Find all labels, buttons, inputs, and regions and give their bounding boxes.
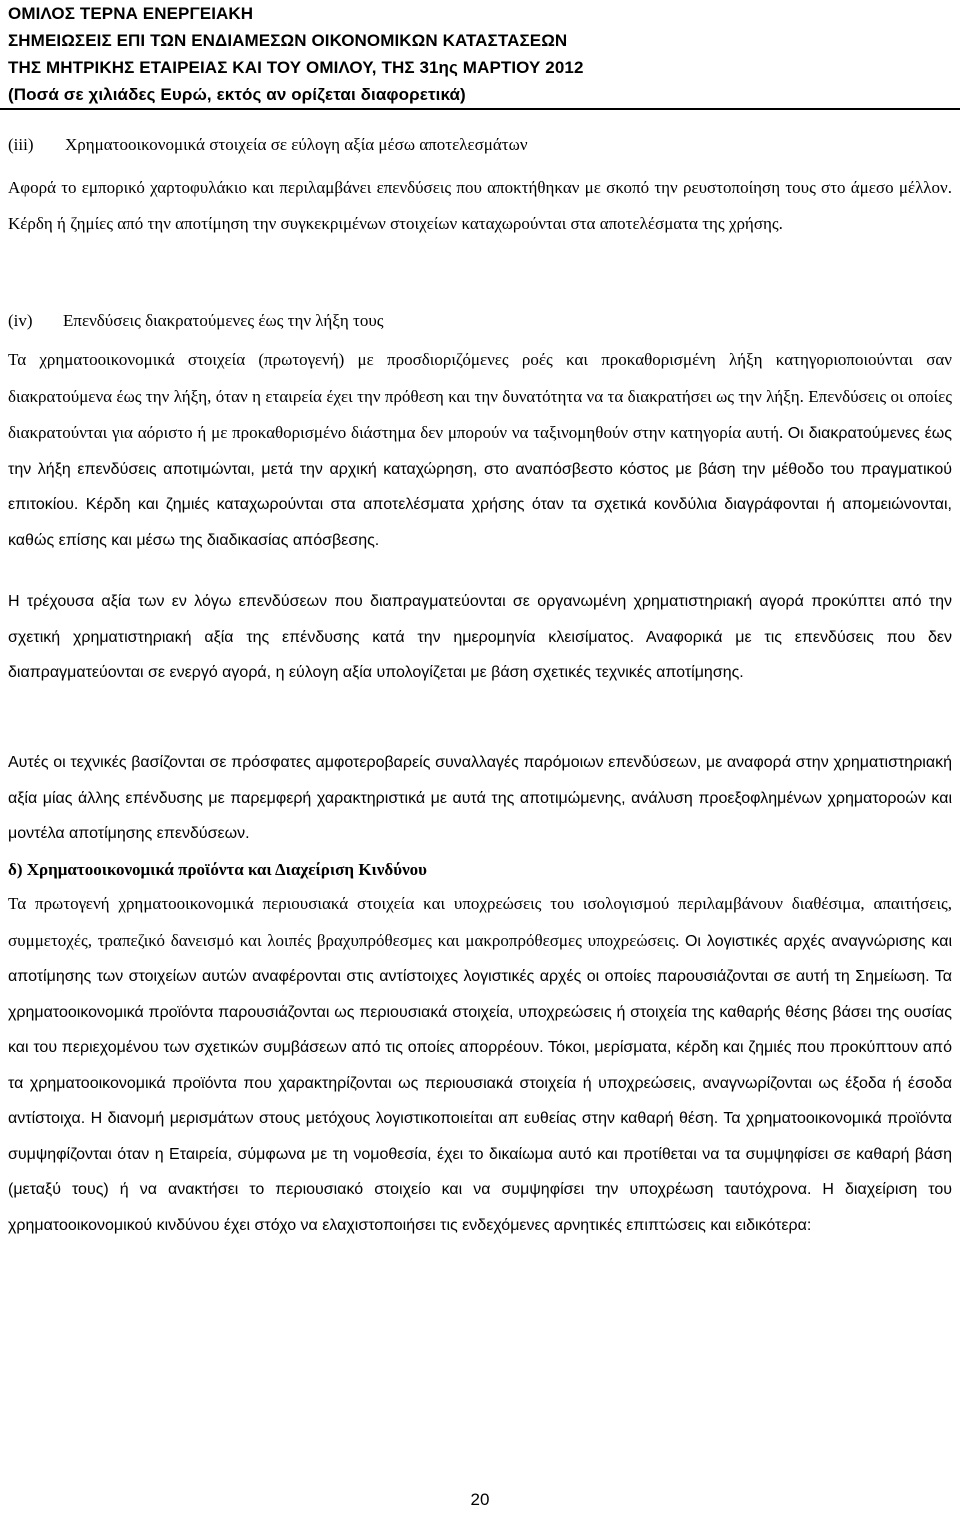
section-iv-body-sans: Οι διακρατούμενες έως την λήξη επενδύσεις αποτιμώνται, μετά την αρχική καταχώρηση, στο αναπόσβεστο κόστος με βάση την μέθοδο του πραγματικού επιτοκίου. Κέρδη και ζημιές καταχωρούνται στα αποτελέσματα χρήσης όταν τα σχετικά κονδύλια διαγράφονται ή απομειώνονται, καθώς επίσης και μέσω της διαδικασίας απόσβεσης. bbox=[8, 425, 953, 549]
section-iv-body-serif: Τα χρηματοοικονομικά στοιχεία (πρωτογενή) με προσδιοριζόμενες ροές και προκαθορισμένη λήξη κατηγοριοποιούνται σαν διακρατούμενα έως την λήξη, όταν η εταιρεία έχει την πρόθεση και την δυνατότητα να τα διακρατήσει ως την λήξη. Επενδύσεις οι οποίες διακρατούνται για αόριστο ή με προκαθορισμένο διάστημα δεν μπορούν να ταξινομηθούν στην κατηγορία αυτή. bbox=[8, 350, 952, 442]
section-iv-title: Επενδύσεις διακρατούμενες έως την λήξη τους bbox=[63, 311, 384, 330]
section-d-body-serif: Τα πρωτογενή χρηματοοικονομικά περιουσιακά στοιχεία και υποχρεώσεις του ισολογισμού περιλαμβάνουν διαθέσιμα, απαιτήσεις, συμμετοχές, τραπεζικό δανεισμό και λοιπές βραχυπρόθεσμες και μακροπρόθεσμες υποχρεώσεις. bbox=[8, 894, 952, 950]
currency-note: (Ποσά σε χιλιάδες Ευρώ, εκτός αν ορίζεται διαφορετικά) bbox=[8, 85, 466, 104]
section-iii-body: Αφορά το εμπορικό χαρτοφυλάκιο και περιλαμβάνει επενδύσεις που αποκτήθηκαν με σκοπό την ρευστοποίηση τους στο άμεσο μέλλον. Κέρδη ή ζημίες από την αποτίμηση την συγκεκριμένων στοιχείων καταχωρούνται στα αποτελέσματα της χρήσης. bbox=[8, 178, 952, 233]
section-d-heading: δ) Χρηματοοικονομικά προϊόντα και Διαχείριση Κινδύνου bbox=[8, 860, 427, 879]
section-d-body bbox=[8, 886, 952, 1243]
document-title: ΣΗΜΕΙΩΣΕΙΣ ΕΠΙ ΤΩΝ ΕΝΔΙΑΜΕΣΩΝ ΟΙΚΟΝΟΜΙΚΩΝ ΚΑΤΑΣΤΑΣΕΩΝ bbox=[8, 31, 568, 50]
page-number: 20 bbox=[470, 1490, 490, 1509]
document-period: ΤΗΣ ΜΗΤΡΙΚΗΣ ΕΤΑΙΡΕΙΑΣ ΚΑΙ ΤΟΥ ΟΜΙΛΟΥ, ΤΗΣ 31ης ΜΑΡΤΙΟΥ 2012 bbox=[8, 58, 584, 77]
section-d-body-sans: Οι λογιστικές αρχές αναγνώρισης και αποτίμησης των στοιχείων αυτών αναφέρονται στις αντίστοιχες λογιστικές αρχές οι οποίες παρουσιάζονται σε αυτή τη Σημείωση. Τα χρηματοοικονομικά προϊόντα παρουσιάζονται ως περιουσιακά στοιχεία, υποχρεώσεις ή στοιχεία της καθαρής θέσης βάσει της ουσίας και του περιεχομένου των σχετικών συμβάσεων από τις οποίες απορρέουν. Τόκοι, μερίσματα, κέρδη και ζημιές που προκύπτουν από τα χρηματοοικονομικά προϊόντα που χαρακτηρίζονται ως περιουσιακά στοιχεία ή υποχρεώσεις, αναγνωρίζονται ως έξοδα ή έσοδα αντίστοιχα. Η διανομή μερισμάτων στους μετόχους λογιστικοποιείται απ ευθείας στην καθαρή θέση. Τα χρηματοοικονομικά προϊόντα συμψηφίζονται όταν η Εταιρεία, σύμφωνα με τη νομοθεσία, έχει το δικαίωμα αυτό και προτίθεται να τα συμψηφίσει σε καθαρή βάση (μεταξύ τους) ή να ανακτήσει το περιουσιακό στοιχείο και να συμψηφίσει την υποχρέωση ταυτόχρονα. Η διαχείριση του χρηματοοικονομικού κινδύνου έχει στόχο να ελαχιστοποιήσει τις ενδεχόμενες αρνητικές επιπτώσεις και ειδικότερα: bbox=[8, 932, 953, 1234]
section-iii-title: Χρηματοοικονομικά στοιχεία σε εύλογη αξία μέσω αποτελεσμάτων bbox=[65, 135, 528, 154]
section-iii-heading bbox=[8, 135, 952, 157]
document-header bbox=[8, 0, 584, 108]
section-iv-body bbox=[8, 342, 952, 558]
section-iii-number: (iii) bbox=[8, 135, 34, 154]
header-divider bbox=[0, 108, 960, 110]
company-name: ΟΜΙΛΟΣ ΤΕΡΝΑ ΕΝΕΡΓΕΙΑΚΗ bbox=[8, 4, 254, 23]
section-iv-fair-value: Η τρέχουσα αξία των εν λόγω επενδύσεων που διαπραγματεύονται σε οργανωμένη χρηματιστηριακή αγορά προκύπτει από την σχετική χρηματιστηριακή αξία της επένδυσης κατά την ημερομηνία κλεισίματος. Αναφορικά με τις επενδύσεις που δεν διαπραγματεύονται σε ενεργό αγορά, η εύλογη αξία υπολογίζεται με βάση σχετικές τεχνικές αποτίμησης. bbox=[8, 593, 952, 681]
section-iv-heading bbox=[8, 311, 952, 333]
section-iv-techniques: Αυτές οι τεχνικές βασίζονται σε πρόσφατες αμφοτεροβαρείς συναλλαγές παρόμοιων επενδύσεων, με αναφορά στην χρηματιστηριακή αξία μίας άλλης επένδυσης με παρεμφερή χαρακτηριστικά με αυτά της αποτιμώμενης, ανάλυση προεξοφλημένων χρηματοροών και μοντέλα αποτίμησης επενδύσεων. bbox=[8, 754, 952, 842]
section-iv-number: (iv) bbox=[8, 311, 33, 330]
